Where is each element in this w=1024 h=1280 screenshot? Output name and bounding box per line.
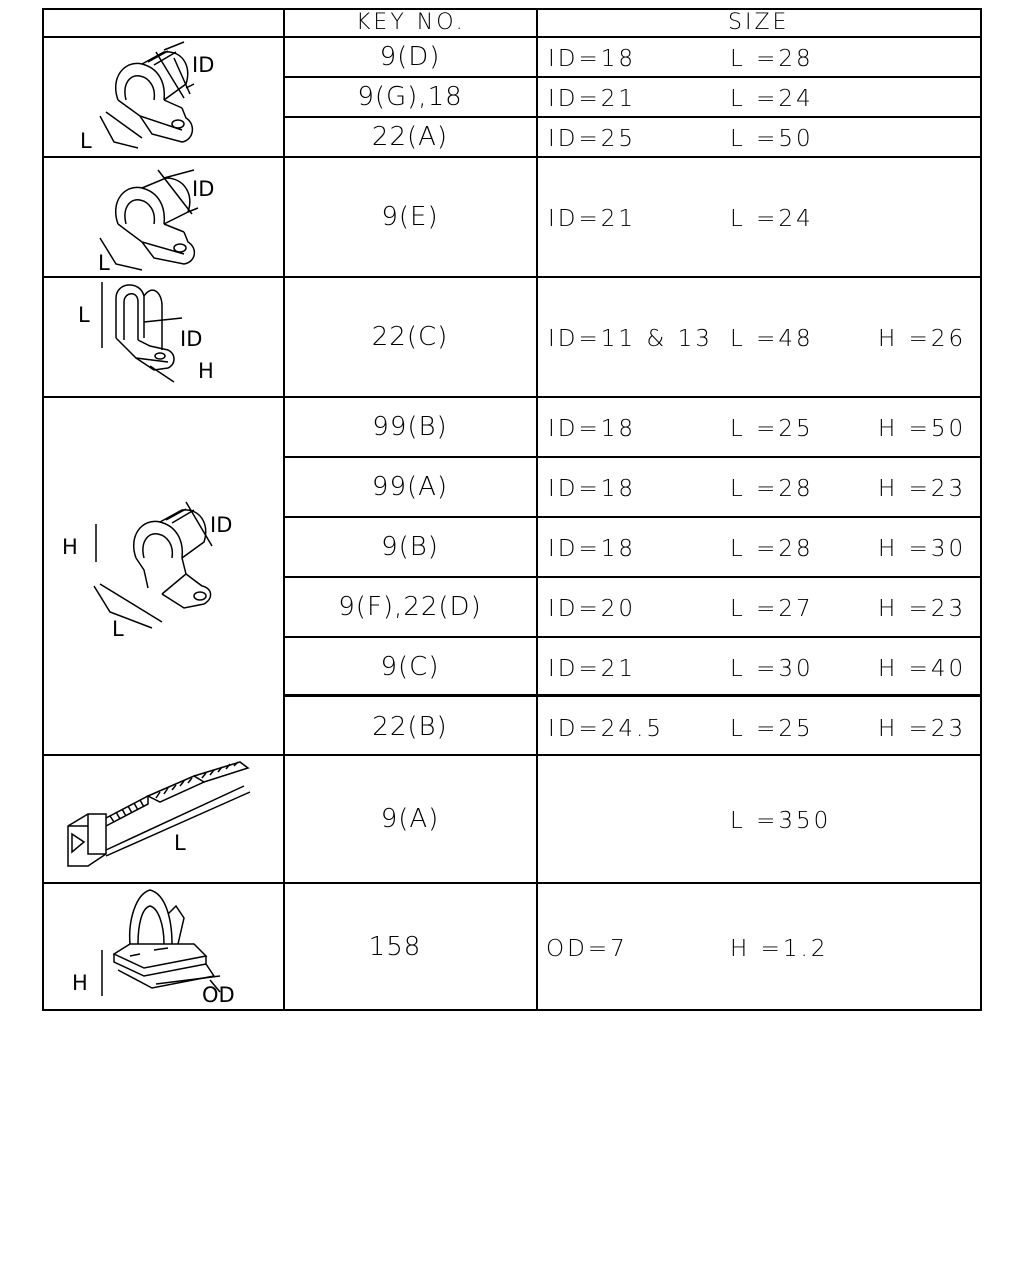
size-id: ID=20 [548,596,637,622]
dimension-label: L [112,617,124,641]
size-l: L =28 [730,536,814,562]
dimension-label: L [78,303,90,327]
plain-clamp-icon [44,158,282,276]
size-l: L =24 [730,206,814,232]
table-border-top [42,8,982,10]
key-no-cell: 22(C) [371,322,449,352]
size-l: L =48 [730,326,814,352]
dimension-label: ID [210,513,233,537]
table-border-right [980,8,982,1011]
dimension-label: ID [180,327,203,351]
size-id: ID=24.5 [548,716,664,742]
key-no-cell: 9(B) [381,532,439,562]
key-no-cell: 9(C) [380,652,440,682]
row-divider [284,116,982,118]
key-no-cell: 158 [368,932,422,962]
size-l: L =350 [730,808,832,834]
size-l: L =25 [730,716,814,742]
size-h: H =23 [878,476,967,502]
table-border-bottom [42,1009,982,1011]
key-no-cell: 22(B) [372,712,448,742]
size-h: H =23 [878,596,967,622]
size-l: L =28 [730,476,814,502]
size-l: L =28 [730,46,814,72]
dimension-label: L [80,129,92,153]
size-id: ID=11 & 13 [548,326,713,352]
key-no-cell: 22(A) [371,122,449,152]
size-l: L =27 [730,596,814,622]
row-divider [284,516,982,518]
dimension-label: ID [192,177,215,201]
column-divider [536,8,538,1011]
standoff-clamp-icon [44,398,282,754]
dimension-label: L [174,831,186,855]
size-l: L =50 [730,126,814,152]
key-no-cell: 9(D) [379,42,441,72]
row-divider [284,576,982,578]
header-key-no: KEY NO. [356,10,466,35]
size-h: H =26 [878,326,967,352]
size-id: ID=18 [548,536,637,562]
dimension-label: ID [192,53,215,77]
size-id: ID=25 [548,126,637,152]
vertical-clamp-icon [44,278,282,396]
dimension-label: H [72,971,88,995]
dimension-label: OD [202,983,235,1007]
dimension-label: H [198,359,214,383]
size-id: ID=18 [548,476,637,502]
size-l: L =25 [730,416,814,442]
key-no-cell: 9(G),18 [357,82,463,112]
size-l: L =30 [730,656,814,682]
size-h: H =23 [878,716,967,742]
size-id: ID=21 [548,656,637,682]
grommeted-clamp-icon [44,38,282,156]
size-id: ID=21 [548,86,637,112]
row-divider [284,76,982,78]
row-divider [284,636,982,638]
size-h: H =40 [878,656,967,682]
dimension-label: L [98,251,110,275]
size-l: L =24 [730,86,814,112]
size-od: OD=7 [546,936,628,962]
header-size: SIZE [728,10,790,35]
size-h: H =30 [878,536,967,562]
row-divider [284,456,982,458]
row-divider [284,694,982,697]
key-no-cell: 9(E) [381,202,439,232]
size-h: H =50 [878,416,967,442]
cable-tie-icon [44,756,282,882]
key-no-cell: 99(B) [372,412,448,442]
push-clip-icon [44,884,282,1008]
size-h: H =1.2 [730,936,829,962]
size-id: ID=21 [548,206,637,232]
key-no-cell: 99(A) [371,472,449,502]
dimension-label: H [62,535,78,559]
size-id: ID=18 [548,46,637,72]
key-no-cell: 9(A) [380,804,440,834]
key-no-cell: 9(F),22(D) [338,592,482,622]
size-id: ID=18 [548,416,637,442]
column-divider [283,8,285,1011]
